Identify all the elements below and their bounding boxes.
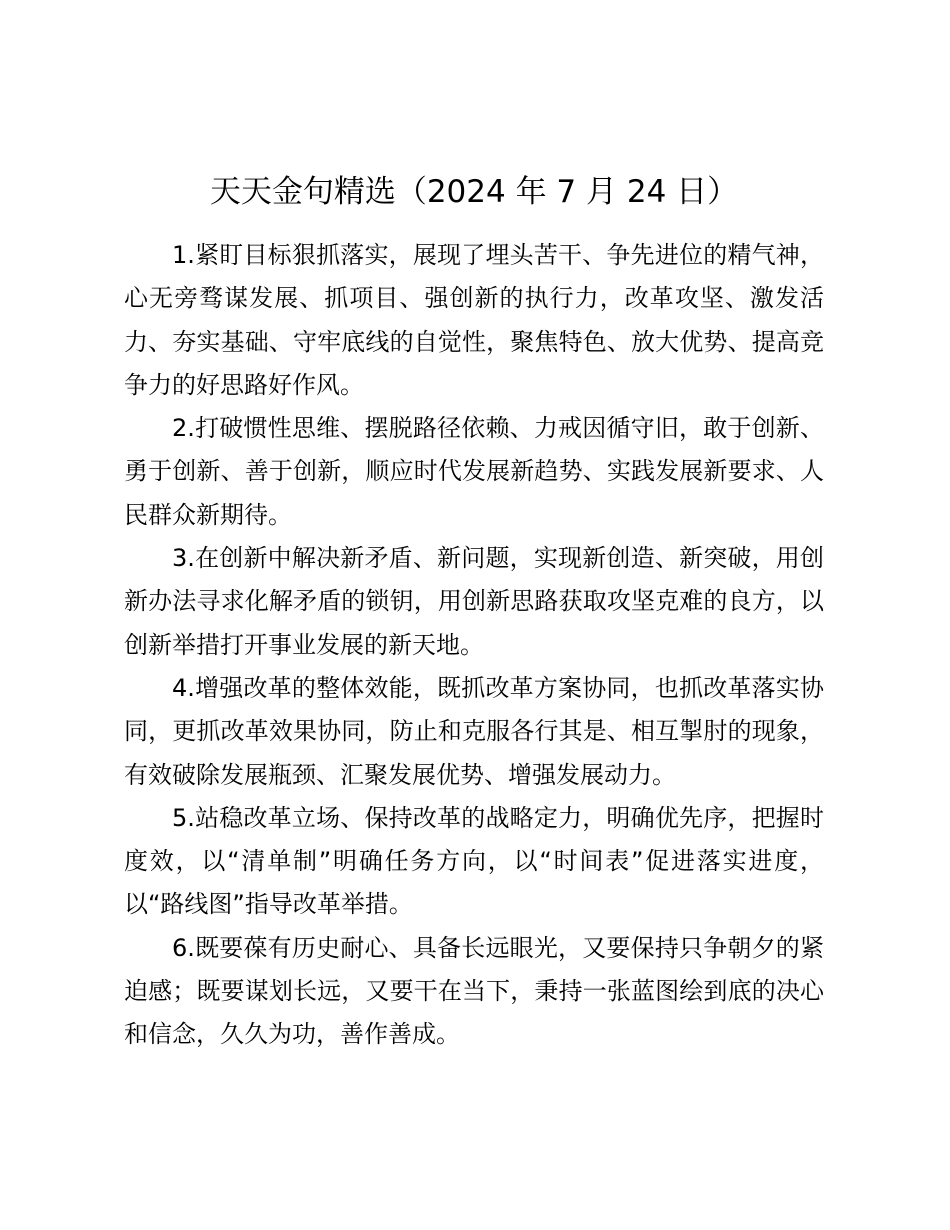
paragraph-2: 2.打破惯性思维、摆脱路径依赖、力戒因循守旧，敢于创新、勇于创新、善于创新，顺应时代发展新趋势、实践发展新要求、人民群众新期待。 [124, 414, 824, 529]
paragraph-1: 1.紧盯目标狠抓落实，展现了埋头苦干、争先进位的精气神，心无旁骛谋发展、抓项目、强创新的执行力，改革攻坚、激发活力、夯实基础、守牢底线的自觉性，聚焦特色、放大优势、提高竞争力的好思路好作风。 [124, 241, 824, 399]
paragraph-3: 3.在创新中解决新矛盾、新问题，实现新创造、新突破，用创新办法寻求化解矛盾的锁钥，用创新思路获取攻坚克难的良方，以创新举措打开事业发展的新天地。 [124, 544, 824, 659]
paragraph-6: 6.既要葆有历史耐心、具备长远眼光，又要保持只争朝夕的紧迫感；既要谋划长远，又要干在当下，秉持一张蓝图绘到底的决心和信念，久久为功，善作善成。 [124, 933, 824, 1049]
document-body [124, 234, 824, 1057]
document-title: 天天金句精选（2024 年 7 月 24 日） [209, 174, 739, 210]
paragraph-5: 5.站稳改革立场、保持改革的战略定力，明确优先序，把握时度效，以“清单制”明确任务方向，以“时间表”促进落实进度，以“路线图”指导改革举措。 [124, 803, 824, 919]
paragraph-4: 4.增强改革的整体效能，既抓改革方案协同，也抓改革落实协同，更抓改革效果协同，防止和克服各行其是、相互掣肘的现象，有效破除发展瓶颈、汇聚发展优势、增强发展动力。 [124, 673, 824, 789]
